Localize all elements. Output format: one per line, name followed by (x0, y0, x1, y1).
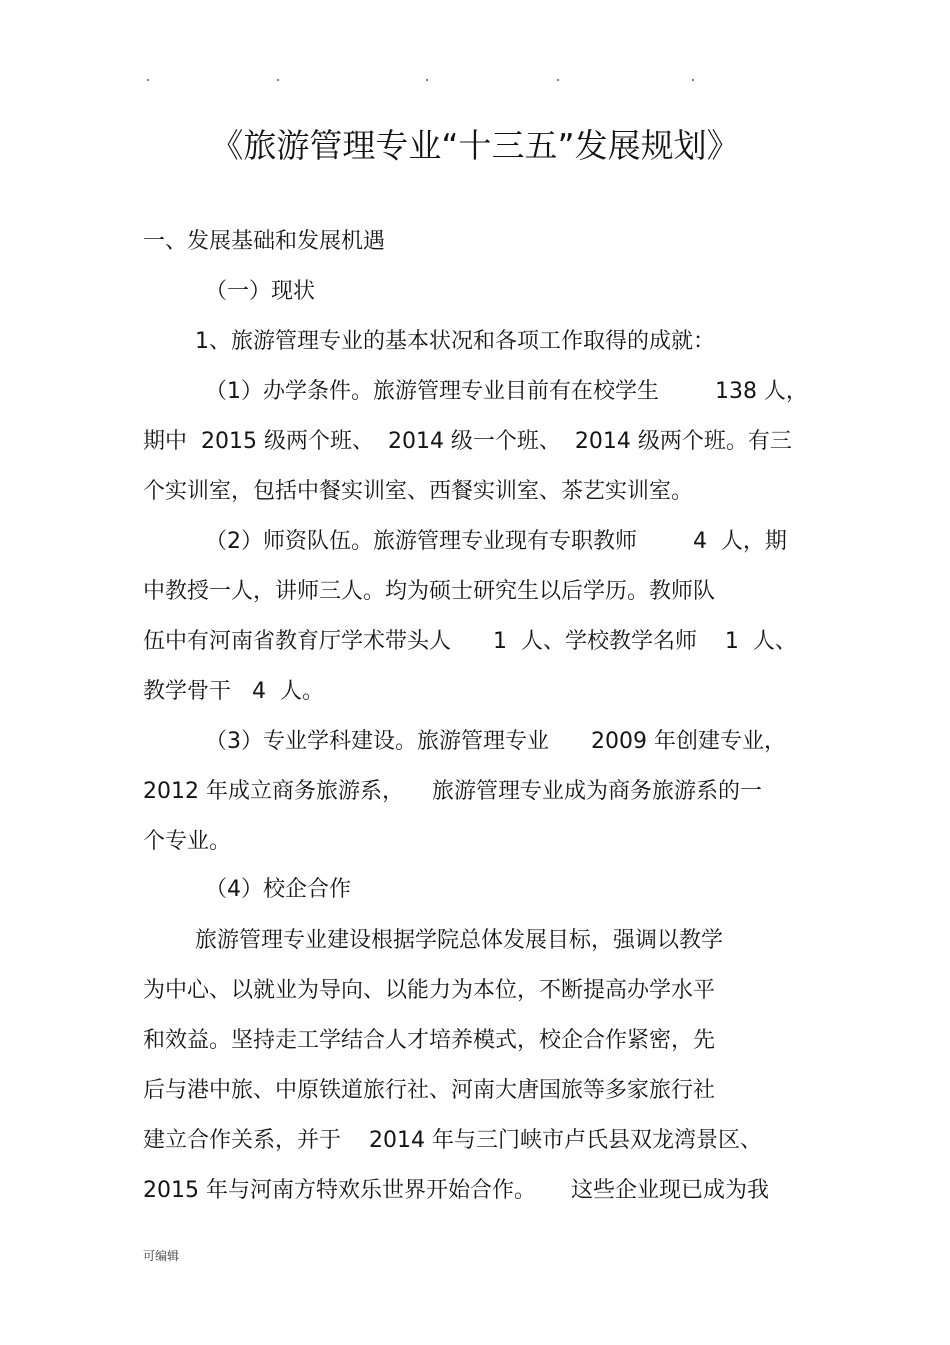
paragraph-line: 期中 2015 级两个班、 2014 级一个班、 2014 级两个班。有三 (143, 429, 792, 454)
paragraph-line: （1）办学条件。旅游管理专业目前有在校学生 138 人， (205, 379, 808, 404)
subsection-heading: （4）校企合作 (205, 877, 351, 902)
document-title: 《旅游管理专业“十三五”发展规划》 (210, 126, 740, 165)
header-dot (147, 79, 149, 81)
paragraph-line: 个专业。 (143, 829, 232, 854)
paragraph-line: 教学骨干 4 人。 (143, 679, 324, 704)
footer-label: 可编辑 (143, 1249, 180, 1263)
paragraph-line: 个实训室，包括中餐实训室、西餐实训室、茶艺实训室。 (143, 479, 694, 504)
section-heading: 一、发展基础和发展机遇 (143, 229, 386, 254)
header-dot (277, 79, 279, 81)
paragraph-line: 中教授一人，讲师三人。均为硕士研究生以后学历。教师队 (143, 579, 716, 604)
paragraph-line: 2015 年与河南方特欢乐世界开始合作。 这些企业现已成为我 (143, 1178, 769, 1203)
paragraph-line: 伍中有河南省教育厅学术带头人 1 人、学校教学名师 1 人、 (143, 629, 797, 654)
header-dot (692, 79, 694, 81)
header-dot (557, 79, 559, 81)
paragraph-line: （3）专业学科建设。旅游管理专业 2009 年创建专业， (205, 729, 786, 754)
paragraph-line: 建立合作关系，并于 2014 年与三门峡市卢氏县双龙湾景区、 (143, 1128, 762, 1153)
header-dot (426, 79, 428, 81)
item-heading: 1、旅游管理专业的基本状况和各项工作取得的成就： (195, 329, 715, 354)
paragraph-line: 为中心、以就业为导向、以能力为本位，不断提高办学水平 (143, 978, 716, 1003)
paragraph-line: 旅游管理专业建设根据学院总体发展目标，强调以教学 (195, 928, 724, 953)
paragraph-line: （2）师资队伍。旅游管理专业现有专职教师 4 人，期 (205, 529, 787, 554)
subsection-heading: （一）现状 (205, 279, 316, 304)
paragraph-line: 2012 年成立商务旅游系， 旅游管理专业成为商务旅游系的一 (143, 779, 762, 804)
paragraph-line: 和效益。坚持走工学结合人才培养模式，校企合作紧密，先 (143, 1028, 716, 1053)
paragraph-line: 后与港中旅、中原铁道旅行社、河南大唐国旅等多家旅行社 (143, 1078, 716, 1103)
